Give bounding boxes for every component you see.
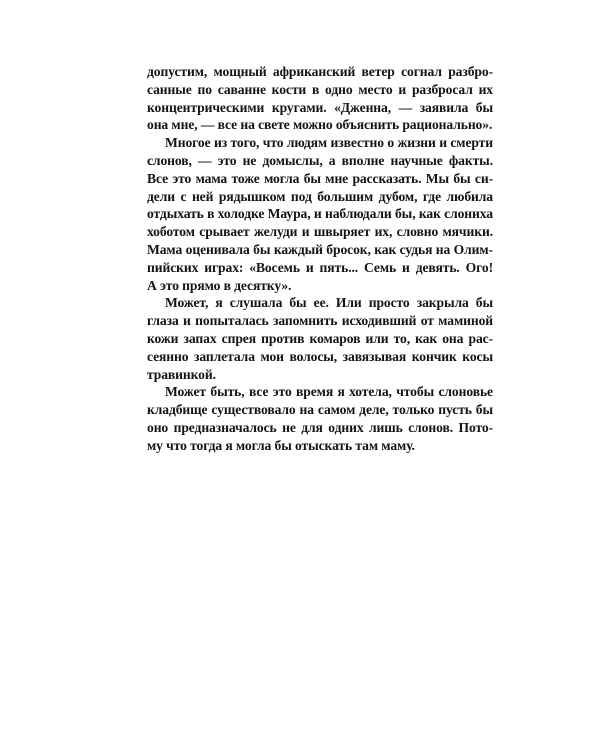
text-line: му что тогда я могла бы отыскать там маму. bbox=[147, 437, 415, 453]
text-line: А это прямо в десятку». bbox=[147, 277, 292, 293]
paragraph-4 bbox=[147, 383, 493, 454]
paragraph-3 bbox=[147, 294, 493, 383]
text-line: хоботом срывает желуди и швыряет их, словно мячики. bbox=[147, 224, 493, 240]
text-line: санные по саванне кости в одно место и разбросал их bbox=[147, 81, 493, 97]
text-line: отдыхать в холодке Маура, и наблюдали бы, как слониха bbox=[147, 206, 493, 222]
text-line: допустим, мощный африканский ветер согнал разбро- bbox=[147, 64, 493, 79]
text-line: Может, я слушала бы ее. Или просто закрыла бы bbox=[165, 295, 493, 311]
text-line: сеянно заплетала мои волосы, завязывая кончик косы bbox=[147, 348, 493, 364]
text-line: Мама оценивала бы каждый бросок, как судья на Олим- bbox=[147, 241, 493, 257]
text-line: глаза и попыталась запомнить исходивший от маминой bbox=[147, 313, 493, 329]
text-line: слонов, — это не домыслы, а вполне научные факты. bbox=[147, 152, 493, 168]
text-line: кладбище существовало на самом деле, только пусть бы bbox=[147, 402, 493, 418]
text-line: травинкой. bbox=[147, 366, 216, 382]
paragraph-2 bbox=[147, 134, 493, 294]
text-line: Может быть, все это время я хотела, чтобы слоновье bbox=[165, 384, 493, 400]
text-line: оно предназначалось не для одних лишь слонов. Пото- bbox=[147, 419, 493, 435]
text-line: она мне, — все на свете можно объяснить рационально». bbox=[147, 117, 493, 133]
text-line: Все это мама тоже могла бы мне рассказать. Мы бы си- bbox=[147, 170, 493, 186]
text-line: Многое из того, что людям известно о жизни и смерти bbox=[165, 135, 493, 151]
text-line: дели с ней рядышком под большим дубом, где любила bbox=[147, 188, 493, 204]
text-line: пийских играх: «Восемь и пять... Семь и девять. Ого! bbox=[147, 259, 493, 275]
text-line: кожи запах спрея против комаров или то, как она рас- bbox=[147, 330, 493, 346]
page-text bbox=[147, 63, 493, 455]
paragraph-1 bbox=[147, 63, 493, 134]
text-line: концентрическими кругами. «Дженна, — заявила бы bbox=[147, 99, 493, 115]
